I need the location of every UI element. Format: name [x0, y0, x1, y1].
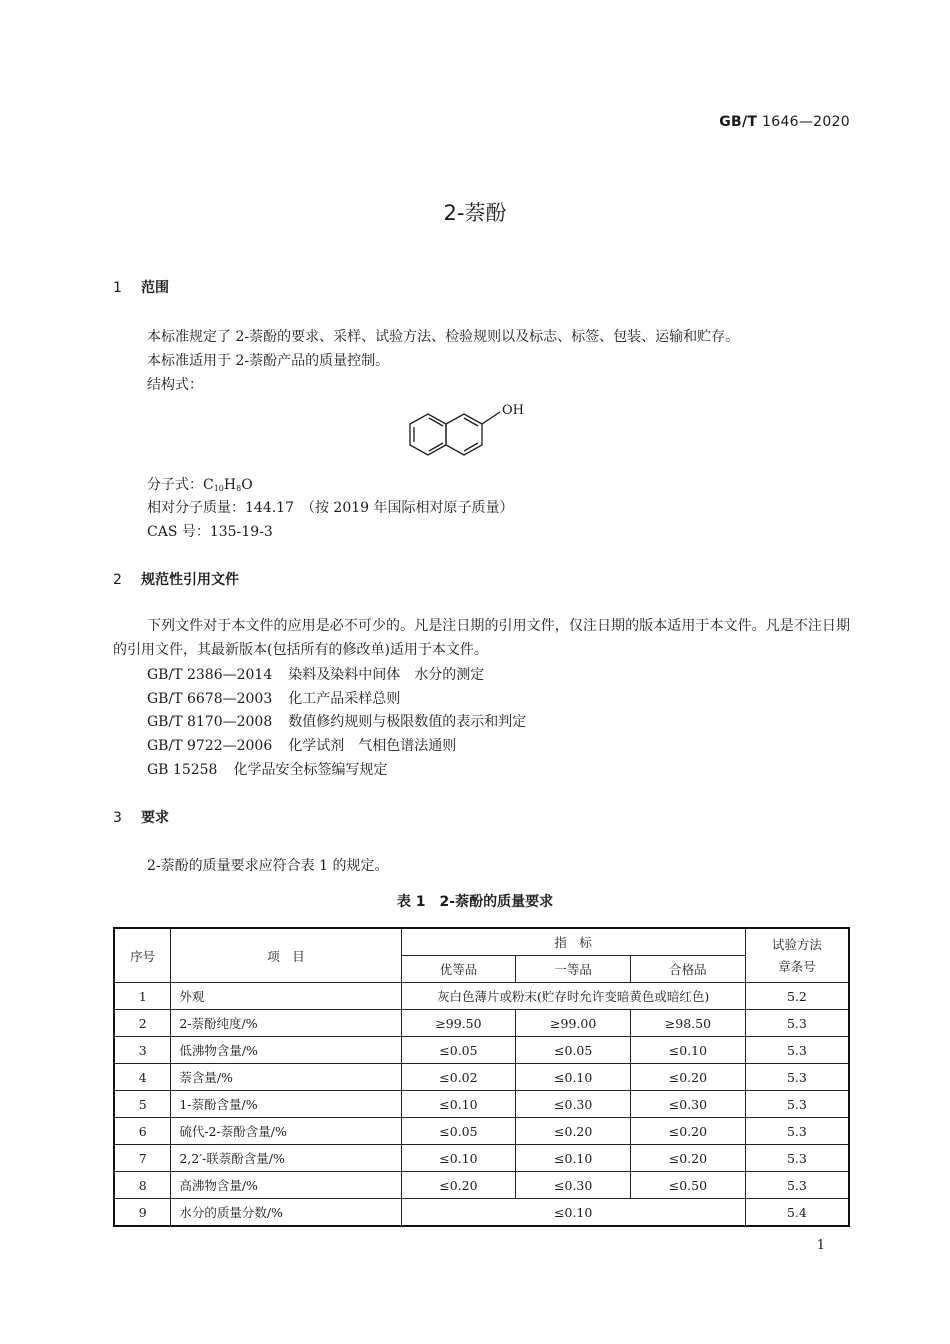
page-number: 1	[816, 1238, 825, 1253]
naphthol-structure	[400, 398, 560, 470]
document-title: 2-萘酚	[443, 201, 507, 225]
header-item: 项 目	[171, 928, 401, 983]
cas-number: CAS 号：135-19-3	[147, 524, 273, 540]
structure-label: 结构式：	[147, 377, 203, 393]
double-bond	[464, 443, 478, 451]
row-value-qualified: ≤0.20	[631, 1064, 746, 1091]
section-title: 要求	[141, 810, 169, 826]
table-row	[114, 1118, 849, 1145]
row-item: 萘含量/%	[171, 1064, 401, 1091]
row-no: 4	[114, 1064, 171, 1091]
table-row	[114, 1064, 849, 1091]
reference-item	[147, 688, 400, 708]
row-no: 2	[114, 1010, 171, 1037]
header-no: 序号	[114, 928, 171, 983]
row-value-qualified: ≤0.10	[631, 1037, 746, 1064]
table-row	[114, 1145, 849, 1172]
reference-code: GB/T 8170—2008	[147, 714, 273, 730]
row-value-first: ≤0.30	[516, 1172, 631, 1199]
row-merged-value: 灰白色薄片或粉末(贮存时允许变暗黄色或暗红色)	[401, 983, 745, 1010]
section-title: 范围	[141, 280, 169, 296]
row-item: 硫代-2-萘酚含量/%	[171, 1118, 401, 1145]
requirements-intro: 2-萘酚的质量要求应符合表 1 的规定。	[147, 858, 389, 874]
row-method: 5.3	[745, 1172, 849, 1199]
row-no: 9	[114, 1199, 171, 1227]
row-method: 5.3	[745, 1037, 849, 1064]
row-value-first: ≤0.10	[516, 1064, 631, 1091]
ring-right	[446, 414, 482, 455]
reference-item	[147, 711, 526, 731]
row-value-qualified: ≥98.50	[631, 1010, 746, 1037]
table-row	[114, 1037, 849, 1064]
row-value-superior: ≥99.50	[401, 1010, 516, 1037]
row-value-superior: ≤0.10	[401, 1145, 516, 1172]
row-method: 5.3	[745, 1118, 849, 1145]
row-no: 5	[114, 1091, 171, 1118]
reference-item	[147, 759, 387, 779]
grade-first: 一等品	[516, 956, 631, 983]
formula-label: 分子式：	[147, 477, 203, 493]
row-value-first: ≤0.10	[516, 1145, 631, 1172]
molecular-formula	[147, 474, 253, 494]
reference-code: GB/T 2386—2014	[147, 667, 273, 683]
row-method: 5.3	[745, 1010, 849, 1037]
section-number: 2	[113, 572, 122, 588]
row-value-first: ≥99.00	[516, 1010, 631, 1037]
reference-name: 化学品安全标签编写规定	[233, 762, 388, 778]
section-number: 1	[113, 280, 122, 296]
row-value-qualified: ≤0.20	[631, 1145, 746, 1172]
row-item: 低沸物含量/%	[171, 1037, 401, 1064]
row-value-superior: ≤0.20	[401, 1172, 516, 1199]
table-row	[114, 1091, 849, 1118]
table-header-row	[114, 928, 849, 956]
header-method	[745, 928, 849, 983]
row-value-superior: ≤0.05	[401, 1037, 516, 1064]
table-row	[114, 1172, 849, 1199]
molecular-mass: 相对分子质量：144.17 （按 2019 年国际相对原子质量）	[147, 500, 514, 516]
double-bond	[464, 418, 478, 426]
formula-h: H	[223, 477, 237, 493]
table-row	[114, 1199, 849, 1227]
row-method: 5.3	[745, 1091, 849, 1118]
row-item: 2,2′-联萘酚含量/%	[171, 1145, 401, 1172]
oh-bond	[482, 412, 500, 424]
ring-left	[410, 414, 446, 455]
row-no: 8	[114, 1172, 171, 1199]
row-item: 外观	[171, 983, 401, 1010]
reference-item	[147, 735, 456, 755]
row-method: 5.4	[745, 1199, 849, 1227]
reference-code: GB 15258	[147, 762, 218, 778]
row-value-qualified: ≤0.50	[631, 1172, 746, 1199]
quality-requirements-table	[113, 927, 850, 1227]
row-value-superior: ≤0.05	[401, 1118, 516, 1145]
reference-name: 数值修约规则与极限数值的表示和判定	[288, 714, 527, 730]
table-row	[114, 1010, 849, 1037]
section-3-heading	[113, 807, 169, 827]
header-method-line2: 章条号	[778, 958, 816, 974]
row-value-superior: ≤0.02	[401, 1064, 516, 1091]
scope-paragraph-1: 本标准规定了 2-萘酚的要求、采样、试验方法、检验规则以及标志、标签、包装、运输和贮存。	[147, 329, 740, 345]
header-index: 指 标	[401, 928, 745, 956]
formula-o: O	[241, 477, 253, 493]
row-method: 5.3	[745, 1145, 849, 1172]
section-number: 3	[113, 810, 122, 826]
row-method: 5.2	[745, 983, 849, 1010]
row-no: 1	[114, 983, 171, 1010]
row-item: 2-萘酚纯度/%	[171, 1010, 401, 1037]
row-value-first: ≤0.20	[516, 1118, 631, 1145]
row-item: 1-萘酚含量/%	[171, 1091, 401, 1118]
row-item: 水分的质量分数/%	[171, 1199, 401, 1227]
row-value-first: ≤0.05	[516, 1037, 631, 1064]
reference-item	[147, 664, 484, 684]
reference-name: 染料及染料中间体 水分的测定	[288, 667, 485, 683]
reference-code: GB/T 9722—2006	[147, 738, 273, 754]
double-bond	[429, 443, 443, 451]
oh-label: OH	[502, 403, 524, 418]
row-value-qualified: ≤0.20	[631, 1118, 746, 1145]
standard-header	[719, 114, 850, 130]
row-value-qualified: ≤0.30	[631, 1091, 746, 1118]
double-bond	[429, 418, 443, 426]
row-no: 6	[114, 1118, 171, 1145]
grade-superior: 优等品	[401, 956, 516, 983]
reference-name: 化学试剂 气相色谱法通则	[288, 738, 457, 754]
row-no: 7	[114, 1145, 171, 1172]
formula-c-subscript: 10	[213, 484, 224, 493]
row-value-superior: ≤0.10	[401, 1091, 516, 1118]
formula-c: C	[203, 477, 214, 493]
row-no: 3	[114, 1037, 171, 1064]
row-value-first: ≤0.30	[516, 1091, 631, 1118]
section-1-heading	[113, 277, 169, 297]
table-row	[114, 983, 849, 1010]
reference-name: 化工产品采样总则	[288, 691, 401, 707]
header-method-line1: 试验方法	[771, 936, 822, 952]
formula-h-subscript: 8	[236, 484, 242, 493]
scope-paragraph-2: 本标准适用于 2-萘酚产品的质量控制。	[147, 353, 390, 369]
table-caption: 表 1 2-萘酚的质量要求	[396, 894, 554, 910]
row-method: 5.3	[745, 1064, 849, 1091]
section-title: 规范性引用文件	[141, 572, 239, 588]
references-intro: 下列文件对于本文件的应用是必不可少的。凡是注日期的引用文件，仅注日期的版本适用于本文件。凡是不注日期的引用文件，其最新版本(包括所有的修改单)适用于本文件。	[113, 618, 850, 658]
grade-qualified: 合格品	[631, 956, 746, 983]
row-item: 高沸物含量/%	[171, 1172, 401, 1199]
row-merged-value: ≤0.10	[401, 1199, 745, 1227]
section-2-heading	[113, 569, 239, 589]
standard-number: 1646—2020	[762, 114, 850, 130]
standard-prefix: GB/T	[719, 114, 758, 130]
reference-code: GB/T 6678—2003	[147, 691, 273, 707]
